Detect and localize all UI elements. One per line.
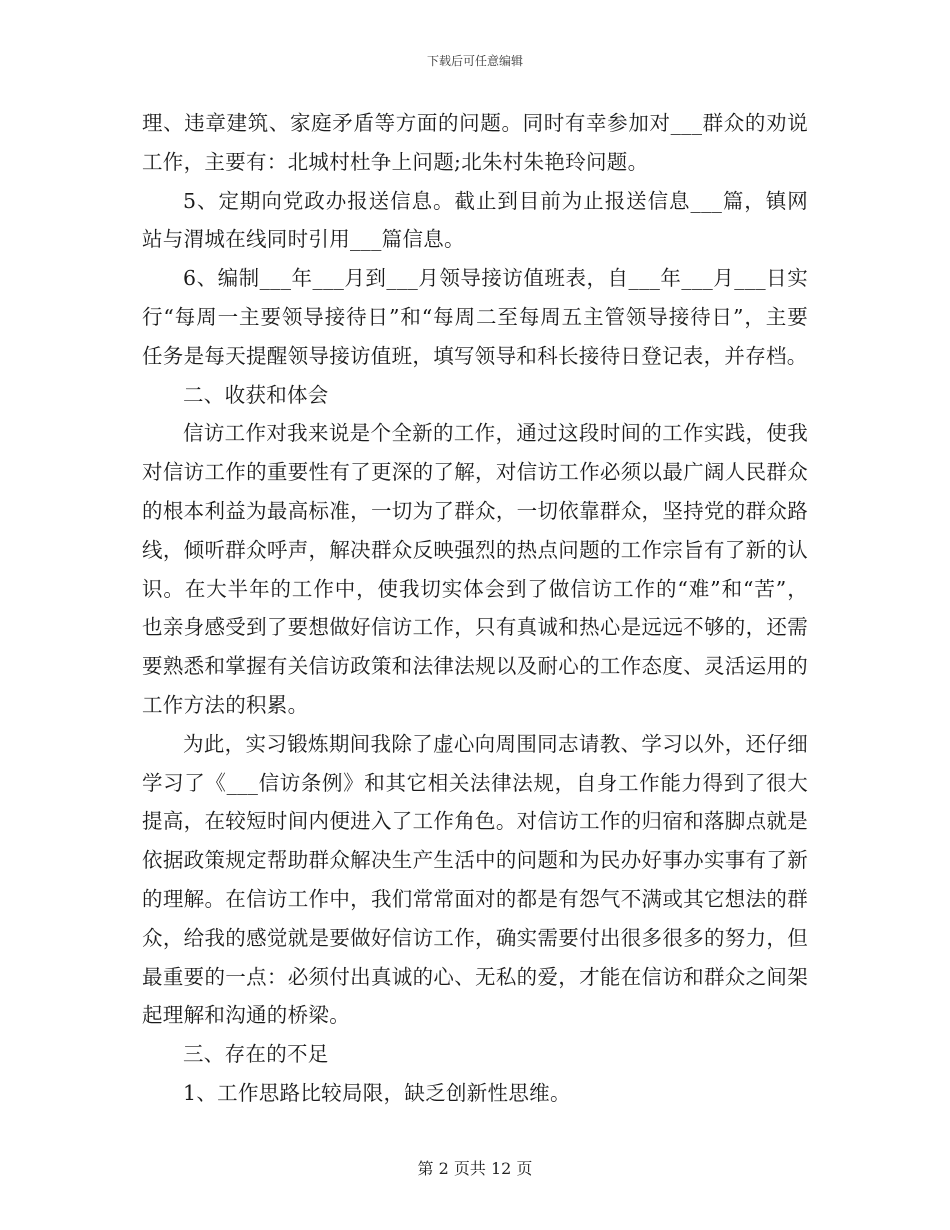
paragraph-item-6: 6、编制___年___月到___月领导接访值班表，自___年___月___日实行“每周一主要领导接待日”和“每周二至每周五主管领导接待日”，主要任务是每天提醒领导接访值班，填写领导和科长接待日登记表，并存档。	[142, 266, 808, 368]
page-header: 下载后可任意编辑	[426, 54, 523, 68]
section-heading-shortcomings: 三、存在的不足	[183, 1042, 329, 1067]
paragraph-item-5: 5、定期向党政办报送信息。截止到目前为止报送信息___篇，镇网站与渭城在线同时引用___篇信息。	[142, 188, 808, 252]
document-body	[142, 104, 808, 1113]
paragraph-shortcoming-1: 1、工作思路比较局限，缺乏创新性思维。	[183, 1080, 571, 1105]
page-footer: 第 2 页共 12 页	[417, 1159, 533, 1178]
section-heading-harvest: 二、收获和体会	[183, 382, 329, 407]
paragraph-harvest-1: 信访工作对我来说是个全新的工作，通过这段时间的工作实践，使我对信访工作的重要性有了更深的了解，对信访工作必须以最广阔人民群众的根本利益为最高标准，一切为了群众，一切依靠群众，坚持党的群众路线，倾听群众呼声，解决群众反映强烈的热点问题的工作宗旨有了新的认识。在大半年的工作中，使我切实体会到了做信访工作的“难”和“苦”，也亲身感受到了要想做好信访工作，只有真诚和热心是远远不够的，还需要熟悉和掌握有关信访政策和法律法规以及耐心的工作态度、灵活运用的工作方法的积累。	[142, 421, 808, 717]
paragraph-continuation: 理、违章建筑、家庭矛盾等方面的问题。同时有幸参加对___群众的劝说工作，主要有：北城村杜争上问题;北朱村朱艳玲问题。	[142, 111, 808, 174]
paragraph-harvest-2: 为此，实习锻炼期间我除了虚心向周围同志请教、学习以外，还仔细学习了《___信访条例》和其它相关法律法规，自身工作能力得到了很大提高，在较短时间内便进入了工作角色。对信访工作的归宿和落脚点就是依据政策规定帮助群众解决生产生活中的问题和为民办好事办实事有了新的理解。在信访工作中，我们常常面对的都是有怨气不满或其它想法的群众，给我的感觉就是要做好信访工作，确实需要付出很多很多的努力，但最重要的一点：必须付出真诚的心、无私的爱，才能在信访和群众之间架起理解和沟通的桥梁。	[142, 731, 808, 1028]
